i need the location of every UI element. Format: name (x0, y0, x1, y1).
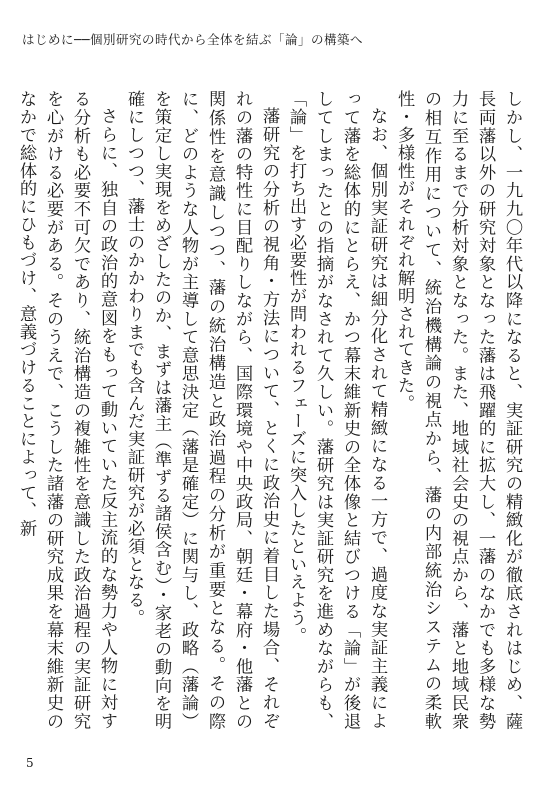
paragraph: しかし、一九九〇年代以降になると、実証研究の精緻化が徹底されはじめ、薩長両藩以外の研究対象となった藩は飛躍的に拡大し、一藩のなかでも多様な勢力に至るまで分析対象となった。また、地域社会史の視点から、藩と地域民衆の相互作用について、統治機構論の視点から、藩の内部統治システムの柔軟性・多様性がそれぞれ解明されてきた。 (394, 90, 522, 730)
body-text (15, 90, 525, 730)
paragraph: さらに、独自の政治的意図をもって動いていた反主流的な勢力や人物に対する分析も必要不可欠であり、統治構造の複雑性を意識した政治過程の実証研究を心がける必要がある。そのうえで、こうした諸藩の研究成果を幕末維新史のなかで総体的にひもづけ、意義づけることによって、新 (16, 90, 117, 730)
paragraph: 藩研究の分析の視角・方法について、とくに政治史に着目した場合、それぞれの藩の特性に目配りしながら、国際環境や中央政局、朝廷・幕府・他藩との関係性を意識しつつ、藩の統治構造と政治過程の分析が重要となる。その際に、どのような人物が主導して意思決定（藩是確定）に関与し、政略（藩論）を策定し実現をめざしたのか、まずは藩主（準ずる諸侯含む）・家老の動向を明確にしつつ、藩士のかかわりまでも含んだ実証研究が必須となる。 (124, 90, 279, 730)
page-number: 5 (26, 756, 34, 770)
paragraph: なお、個別実証研究は細分化されて精緻になる一方で、過度な実証主義によって藩を総体的にとらえ、かつ幕末維新史の全体像と結びつける「論」が後退してしまったとの指摘がなされて久しい。藩研究は実証研究を進めながらも、「論」を打ち出す必要性が問われるフェーズに突入したといえよう。 (286, 90, 387, 730)
running-head: はじめに──個別研究の時代から全体を結ぶ「論」の構築へ (22, 32, 364, 47)
